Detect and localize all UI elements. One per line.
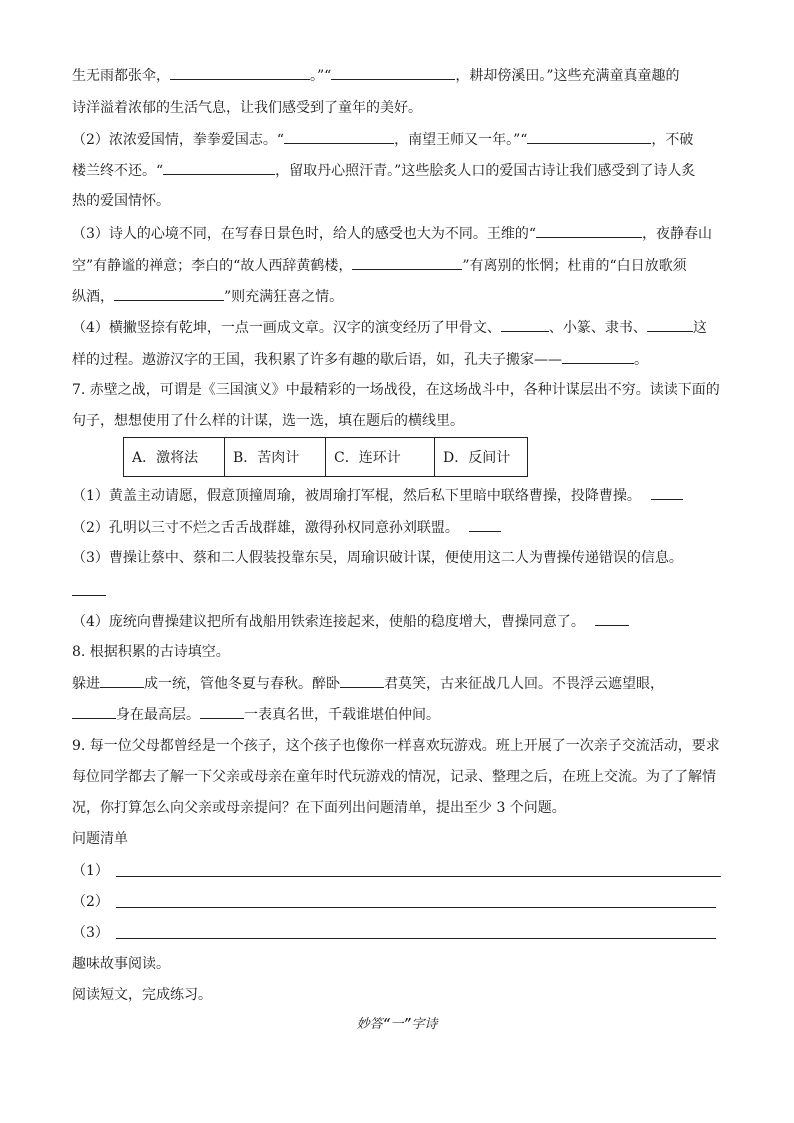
answer-blank[interactable] (595, 611, 629, 626)
answer-blank[interactable] (469, 517, 501, 532)
q7-stem-2: 句子，想想使用了什么样的计谋，选一选，填在题后的横线里。 (72, 413, 464, 429)
q6-2-line-1: （2）浓浓爱国情，拳拳爱国志。“ ，南望王师又一年。”“ ，不破 (72, 129, 724, 149)
q9-stem-3: 况，你打算怎么向父亲或母亲提问？在下面列出问题清单，提出至少 3 个问题。 (72, 800, 566, 816)
question-list-title: 问题清单 (72, 831, 128, 847)
answer-blank[interactable] (72, 595, 106, 596)
answer-blank[interactable] (72, 704, 116, 719)
answer-blank[interactable] (352, 255, 462, 270)
option-a: A．激将法 (124, 438, 225, 477)
q8-line-1: 躲进 成一统，管他冬夏与春秋。醉卧 君莫笑，古来征战几人回。不畏浮云遮望眼， (72, 673, 724, 693)
q6-1-line-2: 诗洋溢着浓郁的生活气息，让我们感受到了童年的美好。 (72, 100, 422, 116)
section-heading: 趣味故事阅读。 (72, 956, 170, 972)
question-list-item-2: （2） (72, 894, 109, 910)
answer-blank[interactable] (331, 65, 455, 80)
option-d: D．反间计 (435, 438, 528, 477)
answer-blank[interactable] (163, 160, 275, 175)
q6-2-line-2: 楼兰终不还。“ ，留取丹心照汗青。”这些脍炙人口的爱国古诗让我们感受到了诗人炙 (72, 160, 724, 180)
q7-item-3: （3）曹操让蔡中、蔡和二人假装投靠东吴，周瑜识破计谋，便使用这二人为曹操传递错误的信息。 (72, 550, 683, 566)
question-answer-line-2[interactable] (116, 907, 716, 908)
q7-stem-1: 7. 赤壁之战，可谓是《三国演义》中最精彩的一场战役，在这场战斗中，各种计谋层出不穷。读读下面的 (72, 382, 720, 398)
answer-blank[interactable] (527, 129, 651, 144)
q6-3-line-2: 空”有静谧的禅意；李白的“故人西辞黄鹤楼， ”有离别的怅惘；杜甫的“白日放歌须 (72, 255, 724, 275)
answer-blank[interactable] (340, 673, 384, 688)
q7-item-2: （2）孔明以三寸不烂之舌舌战群雄，激得孙权同意孙刘联盟。 (72, 517, 724, 537)
q6-3-line-3: 纵酒， ”则充满狂喜之情。 (72, 286, 724, 306)
question-list-item-3: （3） (72, 925, 109, 941)
answer-blank[interactable] (651, 485, 683, 500)
option-c: C．连环计 (326, 438, 435, 477)
q6-4-line-2: 样的过程。遨游汉字的王国，我积累了许多有趣的歇后语，如，孔夫子搬家—— 。 (72, 349, 724, 369)
q7-item-4: （4）庞统向曹操建议把所有战船用铁索连接起来，使船的稳度增大，曹操同意了。 (72, 611, 724, 631)
q6-3-line-1: （3）诗人的心境不同，在写春日景色时，给人的感受也大为不同。王维的“ ，夜静春山 (72, 223, 724, 243)
options-table (123, 437, 528, 477)
question-answer-line-3[interactable] (116, 938, 716, 939)
answer-blank[interactable] (501, 317, 549, 332)
q9-stem-2: 每位同学都去了解一下父亲或母亲在童年时代玩游戏的情况，记录、整理之后，在班上交流。为了了解情 (72, 769, 716, 785)
story-title: 妙答“一”字诗 (356, 1017, 438, 1032)
answer-blank[interactable] (284, 129, 394, 144)
answer-blank[interactable] (100, 673, 144, 688)
question-list-item-1: （1） (72, 863, 109, 879)
q8-line-2: 身在最高层。 一表真名世，千载谁堪伯仲间。 (72, 704, 724, 724)
option-b: B．苦肉计 (225, 438, 326, 477)
question-answer-line-1[interactable] (116, 876, 721, 877)
answer-blank[interactable] (114, 286, 224, 301)
answer-blank[interactable] (170, 65, 310, 80)
q9-stem-1: 9. 每一位父母都曾经是一个孩子，这个孩子也像你一样喜欢玩游戏。班上开展了一次亲子交流活动，要求 (72, 738, 720, 754)
reading-instruction: 阅读短文，完成练习。 (72, 987, 212, 1003)
answer-blank[interactable] (562, 349, 634, 364)
q6-1-line-1: 生无雨都张伞， 。”“ ，耕却傍溪田。”这些充满童真童趣的 (72, 65, 724, 85)
q6-4-line-1: （4）横撇竖捺有乾坤，一点一画成文章。汉字的演变经历了甲骨文、 、小篆、隶书、 这 (72, 317, 724, 337)
q6-2-line-3: 热的爱国情怀。 (72, 193, 170, 209)
answer-blank[interactable] (200, 704, 244, 719)
answer-blank[interactable] (536, 223, 642, 238)
q7-item-1: （1）黄盖主动请愿，假意顶撞周瑜，被周瑜打军棍，然后私下里暗中联络曹操，投降曹操。 (72, 485, 724, 505)
answer-blank[interactable] (647, 317, 693, 332)
q8-stem: 8. 根据积累的古诗填空。 (72, 644, 230, 660)
